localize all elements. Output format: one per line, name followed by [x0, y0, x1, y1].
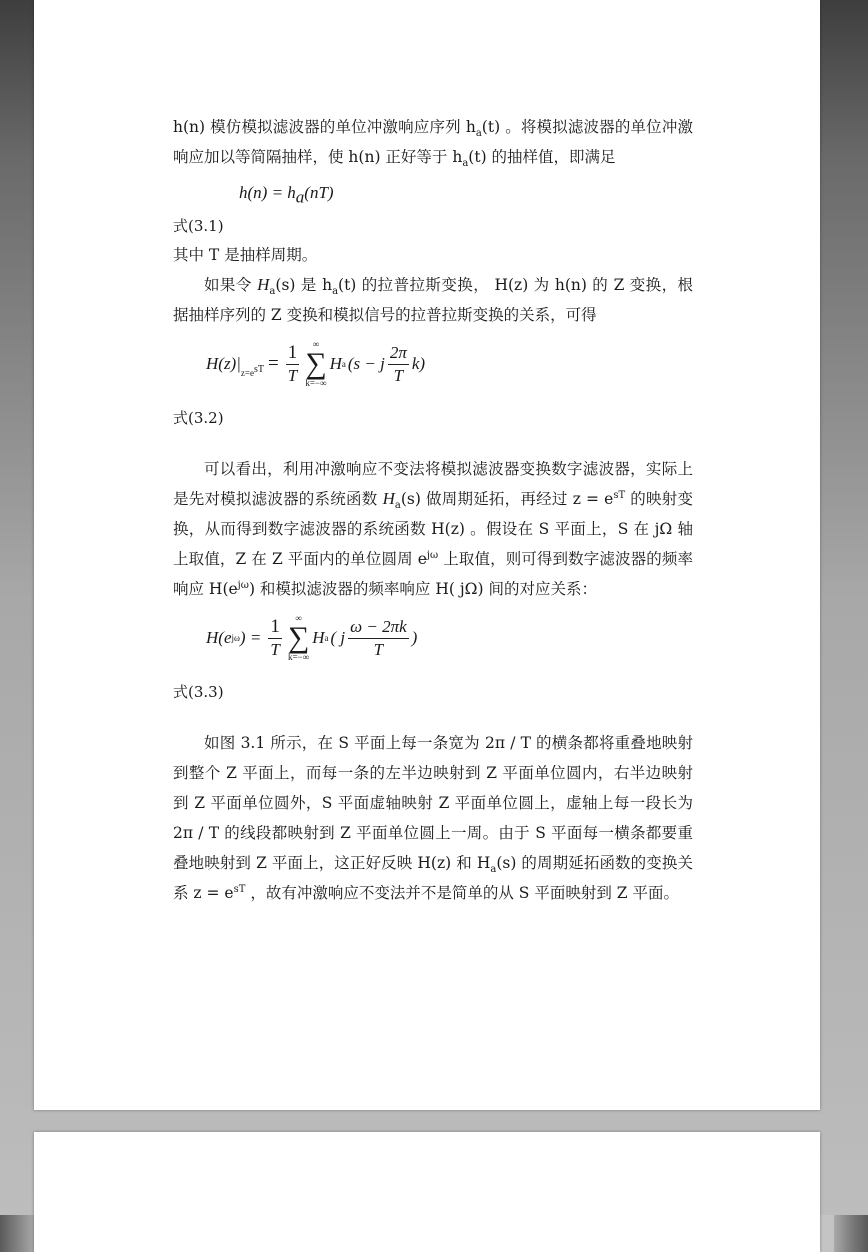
- paragraph-1: h(n) 模仿模拟滤波器的单位冲激响应序列 $h_a(t)$ 。将模拟滤波器的单位冲激响应加以等简隔抽样，使 h(n) 正好等于 $h_a(t)$ 的抽样值，即满足: [173, 118, 693, 170]
- equation-label: 式(3.1): [173, 217, 224, 235]
- paragraph-2: 其中 T 是抽样周期。: [173, 246, 318, 264]
- paragraph-5: 如图 3.1 所示，在 S 平面上每一条宽为 2π / T 的横条都将重叠地映射到整个 Z 平面上，而每一条的左半边映射到 Z 平面单位圆内，右半边映射到 Z 平面单位圆外，S 平面虚轴映射 Z 平面单位圆上，虚轴上每一段长为 2π / T 的线段都映射到 Z 平面单位圆上一周。由于 S 平面每一横条都要重叠地映射到 Z 平面上，这正好反映 H(z) 和 $H_a(s)$ 的周期延拓函数的变换关系 $z = e^{sT}$ ，故有冲激响应不变法并不是简单的从 S 平面映射到 Z 平面。: [173, 734, 693, 902]
- document-page-1: [34, 0, 820, 1110]
- equation-label: 式(3.3): [173, 683, 224, 701]
- equation-3-3: H(e jω ) = $\frac{1}{T}$ ∞ ∑ k=−∞ H a ( j $\frac{\omega - 2\pi k}{T}$ ): [206, 613, 418, 662]
- equation-label: 式(3.2): [173, 409, 224, 427]
- equation-3-1: $h(n) = h_a(nT)$: [239, 183, 334, 207]
- paragraph-4: 可以看出，利用冲激响应不变法将模拟滤波器变换数字滤波器，实际上是先对模拟滤波器的系统函数 $H_a(s)$ 做周期延拓，再经过 $z = e^{sT}$ 的映射变换，从而得到数字滤波器的系统函数 H(z) 。假设在 S 平面上，S 在 jΩ 轴上取值，Z 在 Z 平面内的单位圆周 $e^{j\omega}$ 上取值，则可得到数字滤波器的频率响应 $H(e^{j\omega})$ 和模拟滤波器的频率响应 H( jΩ) 间的对应关系：: [173, 460, 693, 598]
- document-page-2: [34, 1132, 820, 1252]
- paragraph-3: 如果令 $H_a(s)$ 是 $h_a(t)$ 的拉普拉斯变换， H(z) 为 h(n) 的 Z 变换，根据抽样序列的 Z 变换和模拟信号的拉普拉斯变换的关系，可得: [173, 275, 693, 324]
- page-content: [173, 112, 693, 908]
- equation-3-2: H(z)| $z=e^{sT}$ = $\frac{1}{T}$ ∞ ∑ k=−∞ H a (s − j $\frac{2\pi}{T}$ k): [206, 339, 426, 388]
